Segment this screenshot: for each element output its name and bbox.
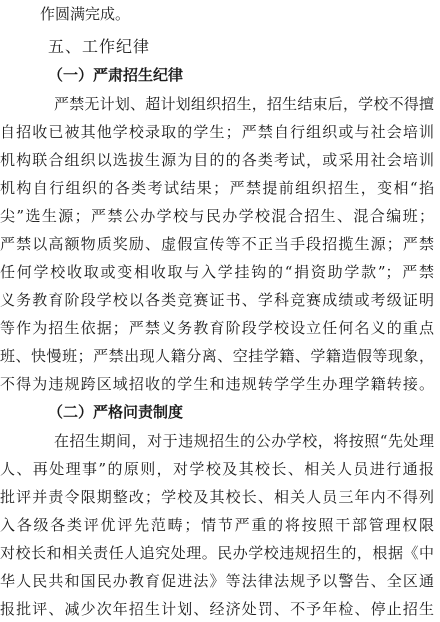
paragraph-line: 任何学校收取或变相收取与入学挂钩的“捐资助学款”；严禁 [0,263,434,281]
paragraph-line: 严禁无计划、超计划组织招生，招生结束后，学校不得擅 [54,95,434,113]
paragraph-line: 机构自行组织的各类考试结果；严禁提前组织招生，变相“掐 [0,179,434,197]
paragraph-line: 人、再处理事”的原则，对学校及其校长、相关人员进行通报 [0,460,434,478]
paragraph-line: 不得为违规跨区域招收的学生和违规转学学生办理学籍转接。 [0,375,434,393]
paragraph-line: 义务教育阶段学校以各类竞赛证书、学科竞赛成绩或考级证明 [0,291,434,309]
paragraph-line: 华人民共和国民办教育促进法》等法律法规予以警告、全区通 [0,572,434,590]
paragraph-line: 入各级各类评优评先范畴；情节严重的将按照干部管理权限 [0,516,434,534]
paragraph-line: 严禁以高额物质奖励、虚假宣传等不正当手段招揽生源；严禁 [0,235,434,253]
paragraph-line: 对校长和相关责任人追究处理。民办学校违规招生的，根据《中 [0,544,434,562]
intro-tail-line: 作圆满完成。 [40,5,131,23]
paragraph-line: 机构联合组织以选拔生源为目的的各类考试，或采用社会培训 [0,151,434,169]
subsection-heading-accountability: （二）严格问责制度 [48,403,184,421]
paragraph-line: 班、快慢班；严禁出现人籍分离、空挂学籍、学籍造假等现象， [0,347,434,365]
paragraph-line: 批评并责令限期整改；学校及其校长、相关人员三年内不得列 [0,488,434,506]
paragraph-line: 尖”选生源；严禁公办学校与民办学校混合招生、混合编班； [0,207,434,225]
paragraph-line: 等作为招生依据；严禁义务教育阶段学校设立任何名义的重点 [0,319,434,337]
section-heading: 五、工作纪律 [48,37,151,56]
paragraph-line: 报批评、减少次年招生计划、经济处罚、不予年检、停止招生 [0,600,434,618]
paragraph-line: 自招收已被其他学校录取的学生；严禁自行组织或与社会培训 [0,123,434,141]
subsection-heading-discipline: （一）严肃招生纪律 [48,66,184,84]
paragraph-line: 在招生期间，对于违规招生的公办学校，将按照“先处理 [54,432,434,450]
